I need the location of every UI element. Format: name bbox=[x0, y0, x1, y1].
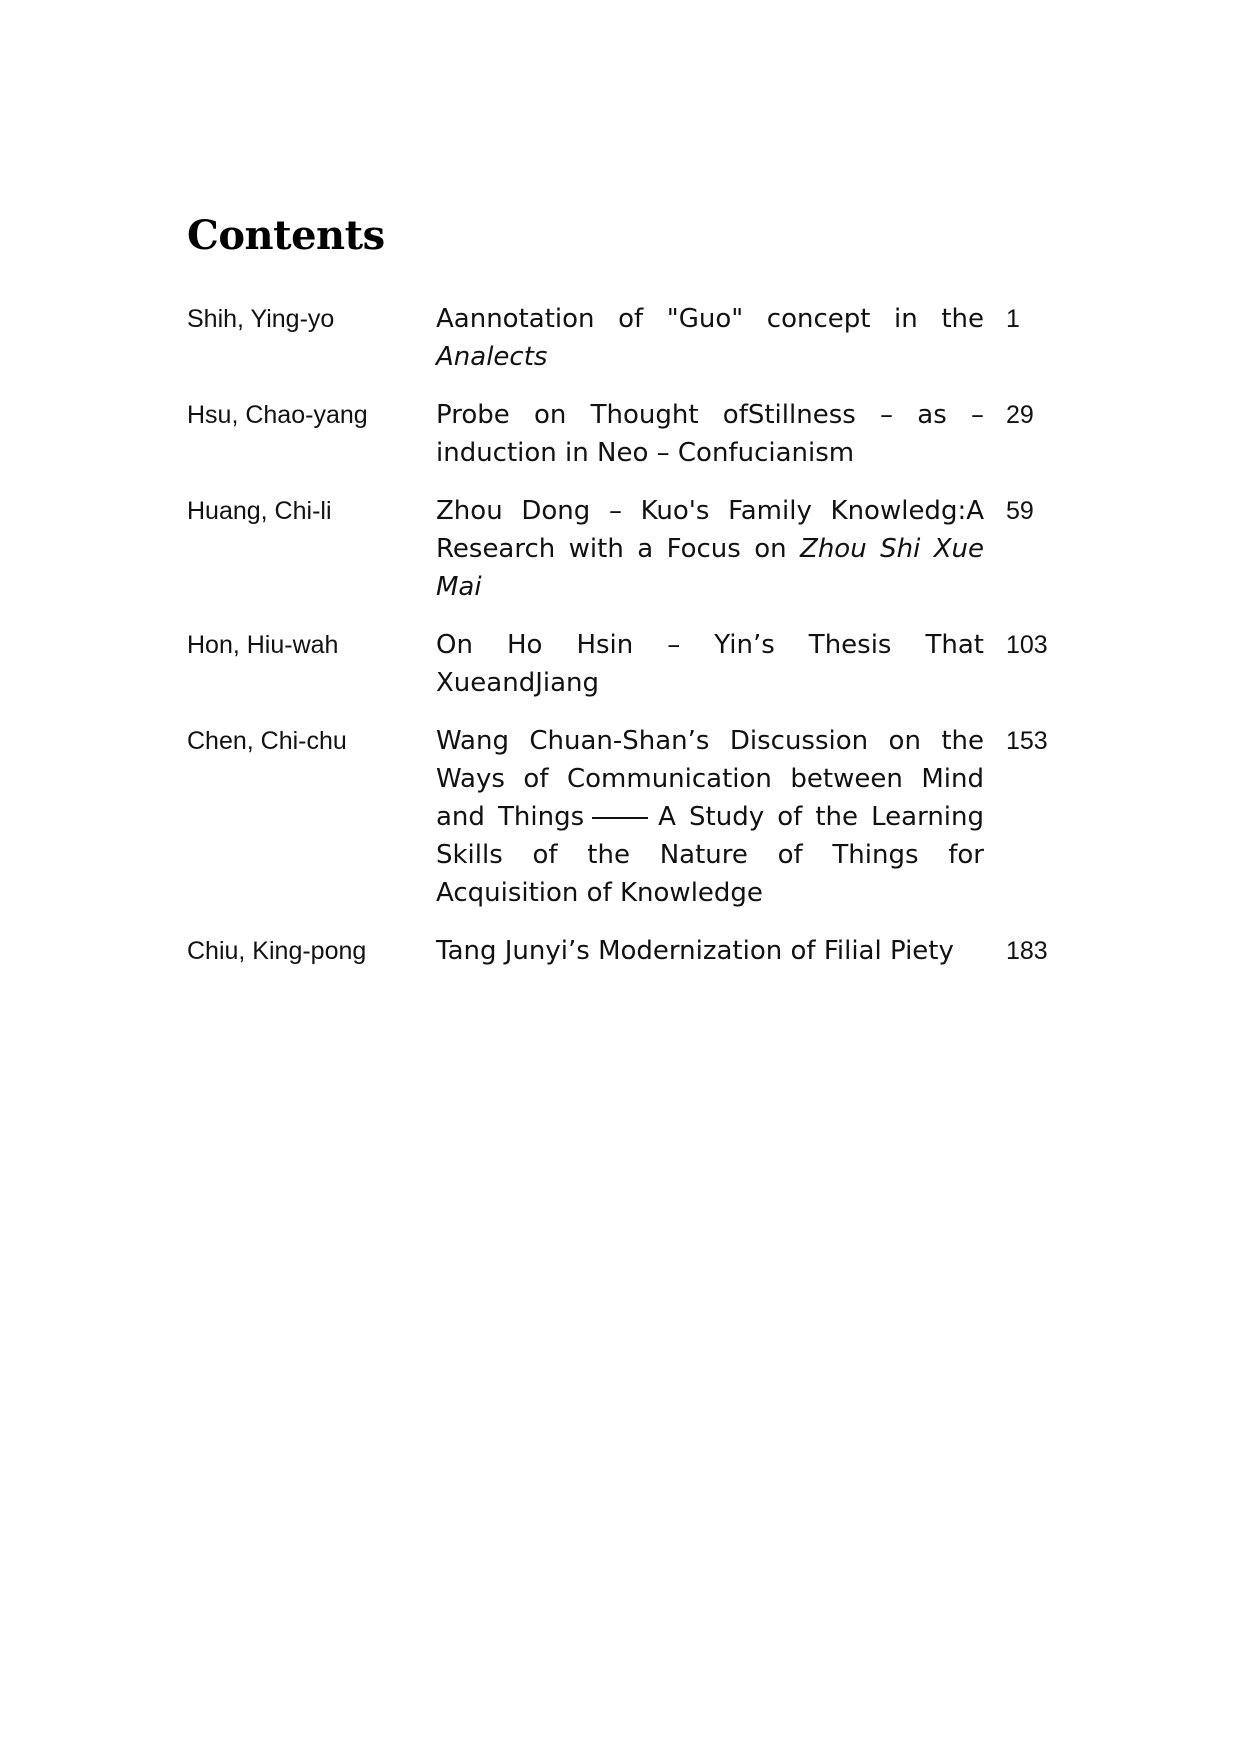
em-dash-rule bbox=[592, 817, 648, 819]
entry-page-number: 29 bbox=[1006, 401, 1034, 429]
entry-author: Shih, Ying-yo bbox=[187, 305, 335, 333]
table-of-contents bbox=[187, 300, 1067, 990]
entry-title-text: Wang Chuan-Shan’s Discussion on the Ways of Communication between Mind and Things bbox=[436, 726, 984, 832]
entry-title-text: Tang Junyi’s Modernization of Filial Piety bbox=[436, 936, 954, 966]
entry-page-number: 183 bbox=[1006, 937, 1048, 965]
entry-author: Hon, Hiu-wah bbox=[187, 631, 339, 659]
entry-page-number: 103 bbox=[1006, 631, 1048, 659]
entry-title bbox=[436, 492, 984, 606]
entry-page-number: 153 bbox=[1006, 727, 1048, 755]
entry-title bbox=[436, 626, 984, 702]
toc-entry bbox=[187, 626, 1067, 702]
entry-title-italic: Analects bbox=[436, 342, 548, 372]
toc-entry bbox=[187, 722, 1067, 912]
toc-entry bbox=[187, 396, 1067, 472]
entry-subtitle-text: A Study of the Learning Skills of the Nature of Things for Acquisition of Knowledge bbox=[436, 802, 985, 908]
entry-author: Hsu, Chao-yang bbox=[187, 401, 368, 429]
toc-entry bbox=[187, 300, 1067, 376]
contents-heading: Contents bbox=[187, 212, 385, 259]
entry-title-italic: Zhou Shi Xue Mai bbox=[436, 534, 984, 602]
entry-author: Chen, Chi-chu bbox=[187, 727, 347, 755]
entry-title-text: Probe on Thought ofStillness – as – induction in Neo – Confucianism bbox=[436, 400, 984, 468]
entry-title-text: On Ho Hsin – Yin’s Thesis That XueandJiang bbox=[436, 630, 984, 698]
entry-title-text: Aannotation of "Guo" concept in the bbox=[436, 304, 984, 334]
entry-author: Huang, Chi-li bbox=[187, 497, 332, 525]
entry-title bbox=[436, 932, 984, 970]
entry-page-number: 59 bbox=[1006, 497, 1034, 525]
entry-author: Chiu, King-pong bbox=[187, 937, 367, 965]
entry-title bbox=[436, 722, 984, 912]
toc-entry bbox=[187, 492, 1067, 606]
toc-entry bbox=[187, 932, 1067, 970]
entry-title bbox=[436, 396, 984, 472]
entry-title bbox=[436, 300, 984, 376]
entry-page-number: 1 bbox=[1006, 305, 1020, 333]
entry-title-text: Zhou Dong – Kuo's Family Knowledg:A Research with a Focus on bbox=[436, 496, 984, 564]
